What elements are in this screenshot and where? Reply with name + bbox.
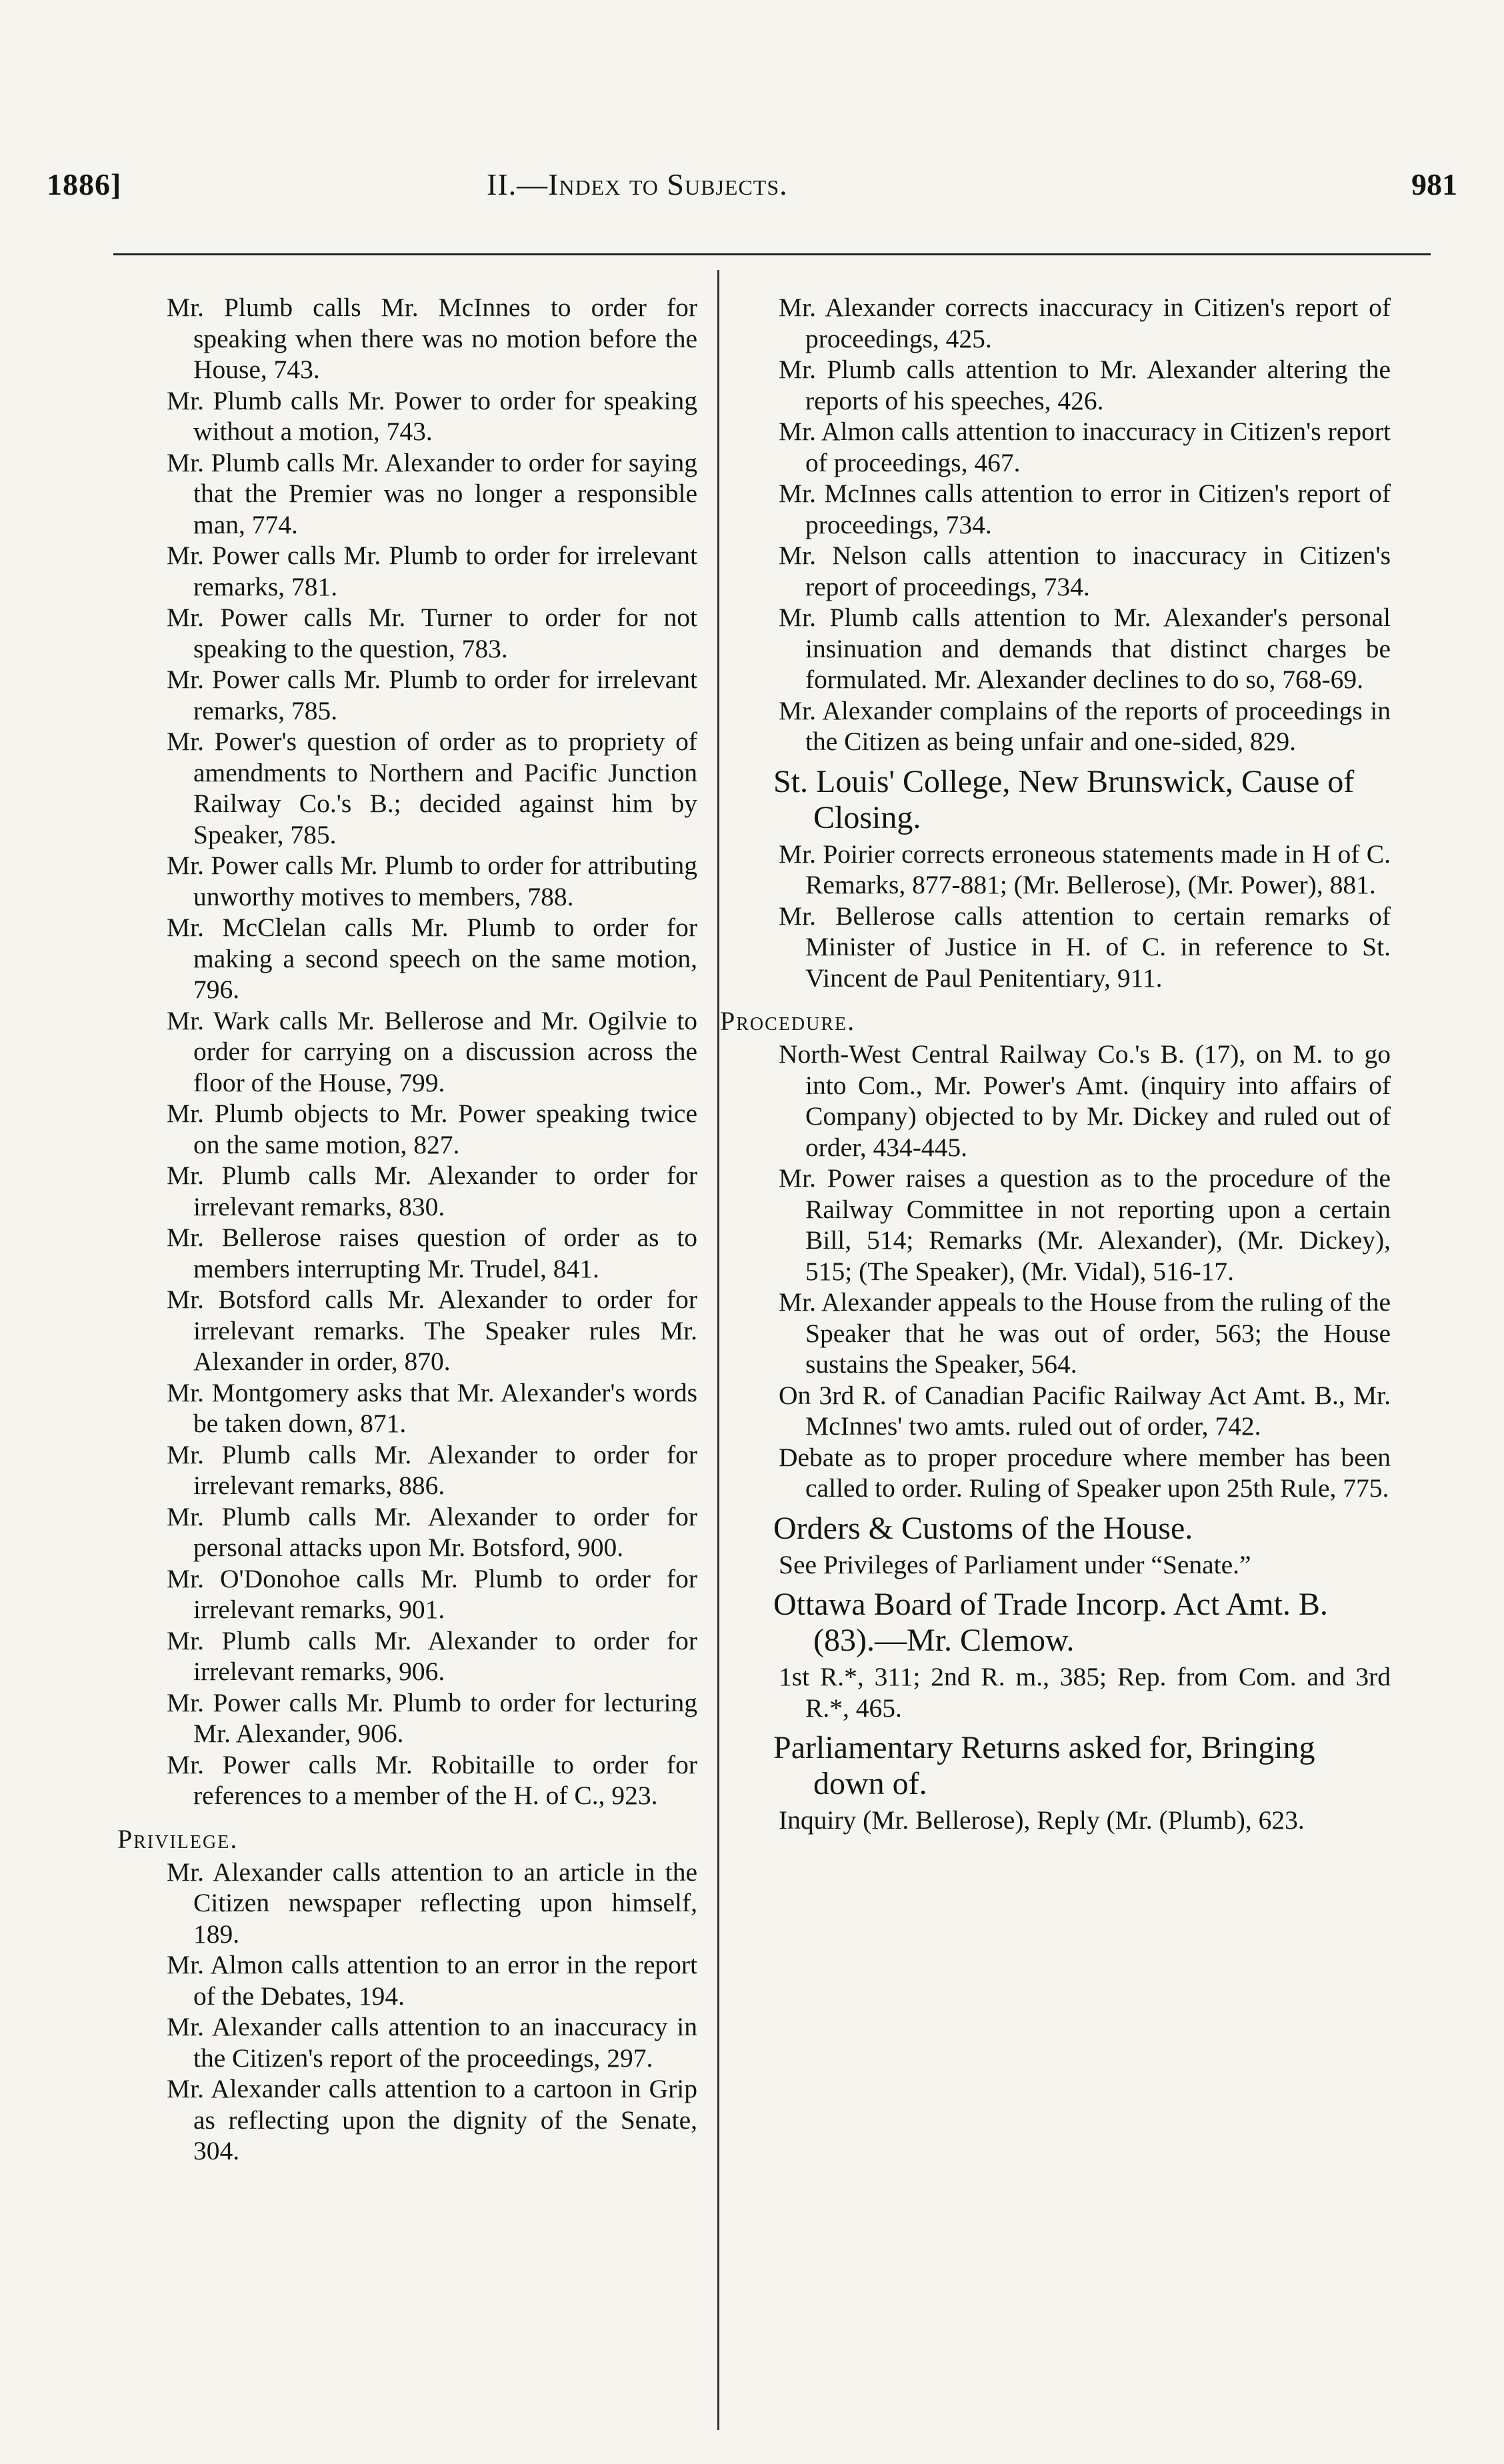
index-entry: Mr. McClelan calls Mr. Plumb to order for making a second speech on the same motion, 796.	[167, 913, 697, 1004]
index-entry: Mr. Power calls Mr. Plumb to order for irrelevant remarks, 781.	[167, 541, 697, 601]
index-entry: On 3rd R. of Canadian Pacific Railway Act Amt. B., Mr. McInnes' two amts. ruled out of order, 742.	[779, 1380, 1391, 1441]
index-entry: Mr. Bellerose raises question of order as to members interrupting Mr. Trudel, 841.	[167, 1223, 697, 1283]
column-divider	[717, 270, 719, 2430]
header-title: II.—Index to Subjects.	[487, 167, 788, 201]
topic-st-louis-college: St. Louis' College, New Brunswick, Cause of Closing.	[773, 763, 1355, 835]
index-entry: Mr. Power calls Mr. Turner to order for not speaking to the question, 783.	[167, 603, 697, 663]
index-entry: Mr. Plumb calls Mr. McInnes to order for speaking when there was no motion before the House, 743.	[167, 293, 697, 384]
index-entry: North-West Central Railway Co.'s B. (17), on M. to go into Com., Mr. Power's Amt. (inquiry into affairs of Company) objected to by Mr. Dickey and ruled out of order, 434-445.	[779, 1039, 1391, 1162]
right-column	[720, 292, 1391, 1836]
header-rule	[113, 253, 1431, 255]
index-entry: Mr. Almon calls attention to an error in the report of the Debates, 194.	[167, 1950, 697, 2011]
index-entry: Mr. Botsford calls Mr. Alexander to order for irrelevant remarks. The Speaker rules Mr. Alexander in order, 870.	[167, 1285, 697, 1376]
index-entry: Mr. Plumb calls Mr. Alexander to order for saying that the Premier was no longer a responsible man, 774.	[167, 447, 697, 539]
index-entry: Mr. Plumb calls Mr. Alexander to order for personal attacks upon Mr. Botsford, 900.	[167, 1501, 697, 1562]
index-entry: Mr. McInnes calls attention to error in Citizen's report of proceedings, 734.	[779, 479, 1391, 539]
index-entry: Mr. Alexander calls attention to an article in the Citizen newspaper reflecting upon himself, 189.	[167, 1857, 697, 1949]
index-entry: Mr. Almon calls attention to inaccuracy in Citizen's report of proceedings, 467.	[779, 417, 1391, 477]
page-header	[47, 167, 1457, 213]
index-entry: Mr. Plumb objects to Mr. Power speaking twice on the same motion, 827.	[167, 1099, 697, 1159]
index-entry: Mr. Power calls Mr. Plumb to order for irrelevant remarks, 785.	[167, 665, 697, 725]
index-entry: 1st R.*, 311; 2nd R. m., 385; Rep. from Com. and 3rd R.*, 465.	[779, 1662, 1391, 1723]
page-number: 981	[1411, 167, 1457, 201]
index-entry: Mr. Alexander complains of the reports of proceedings in the Citizen as being unfair and one-sided, 829.	[779, 695, 1391, 756]
index-entry: Mr. Plumb calls attention to Mr. Alexander's personal insinuation and demands that distinct charges be formulated. Mr. Alexander declines to do so, 768-69.	[779, 603, 1391, 694]
topic-ottawa-board-of-trade: Ottawa Board of Trade Incorp. Act Amt. B. (83).—Mr. Clemow.	[773, 1587, 1328, 1658]
header-year: 1886]	[47, 167, 122, 201]
index-entry: Mr. Alexander appeals to the House from the ruling of the Speaker that he was out of order, 563; the House sustains the Speaker, 564.	[779, 1287, 1391, 1379]
index-entry: Mr. Power raises a question as to the procedure of the Railway Committee in not reporting upon a certain Bill, 514; Remarks (Mr. Alexander), (Mr. Dickey), 515; (The Speaker), (Mr. Vidal), 516-17.	[779, 1163, 1391, 1286]
index-entry: Mr. Nelson calls attention to inaccuracy in Citizen's report of proceedings, 734.	[779, 541, 1391, 601]
index-entry: See Privileges of Parliament under “Senate.”	[779, 1549, 1251, 1579]
index-entry: Mr. Power calls Mr. Robitaille to order for references to a member of the H. of C., 923.	[167, 1749, 697, 1810]
index-entry: Mr. Wark calls Mr. Bellerose and Mr. Ogilvie to order for carrying on a discussion across the floor of the House, 799.	[167, 1005, 697, 1097]
index-entry: Debate as to proper procedure where member has been called to order. Ruling of Speaker upon 25th Rule, 775.	[779, 1442, 1391, 1503]
index-entry: Mr. Bellerose calls attention to certain remarks of Minister of Justice in H. of C. in reference to St. Vincent de Paul Penitentiary, 911.	[779, 901, 1391, 993]
index-entry: Mr. Power's question of order as to propriety of amendments to Northern and Pacific Junction Railway Co.'s B.; decided against him by Speaker, 785.	[167, 727, 697, 849]
index-entry: Mr. Montgomery asks that Mr. Alexander's words be taken down, 871.	[167, 1377, 697, 1438]
section-heading-privilege: Privilege.	[117, 1823, 239, 1854]
topic-parliamentary-returns: Parliamentary Returns asked for, Bringing down of.	[773, 1730, 1315, 1801]
index-entry: Mr. Power calls Mr. Plumb to order for attributing unworthy motives to members, 788.	[167, 851, 697, 911]
left-column	[111, 292, 697, 2167]
index-entry: Mr. Power calls Mr. Plumb to order for lecturing Mr. Alexander, 906.	[167, 1687, 697, 1748]
index-entry: Mr. Plumb calls Mr. Power to order for speaking without a motion, 743.	[167, 385, 697, 446]
index-entry: Mr. Plumb calls Mr. Alexander to order for irrelevant remarks, 886.	[167, 1439, 697, 1500]
index-entry: Mr. Alexander calls attention to an inaccuracy in the Citizen's report of the proceedings, 297.	[167, 2012, 697, 2073]
index-entry: Mr. Plumb calls attention to Mr. Alexander altering the reports of his speeches, 426.	[779, 355, 1391, 415]
topic-orders-customs: Orders & Customs of the House.	[773, 1510, 1193, 1546]
index-entry: Mr. Plumb calls Mr. Alexander to order for irrelevant remarks, 830.	[167, 1161, 697, 1221]
index-entry: Mr. Alexander calls attention to a cartoon in Grip as reflecting upon the dignity of the Senate, 304.	[167, 2074, 697, 2165]
section-heading-procedure: Procedure.	[720, 1006, 856, 1036]
index-entry: Mr. Plumb calls Mr. Alexander to order for irrelevant remarks, 906.	[167, 1625, 697, 1686]
index-entry: Mr. Alexander corrects inaccuracy in Citizen's report of proceedings, 425.	[779, 293, 1391, 353]
index-entry: Mr. Poirier corrects erroneous statements made in H of C. Remarks, 877-881; (Mr. Bellerose), (Mr. Power), 881.	[779, 839, 1391, 899]
index-entry: Mr. O'Donohoe calls Mr. Plumb to order for irrelevant remarks, 901.	[167, 1563, 697, 1624]
index-entry: Inquiry (Mr. Bellerose), Reply (Mr. (Plumb), 623.	[779, 1805, 1305, 1835]
